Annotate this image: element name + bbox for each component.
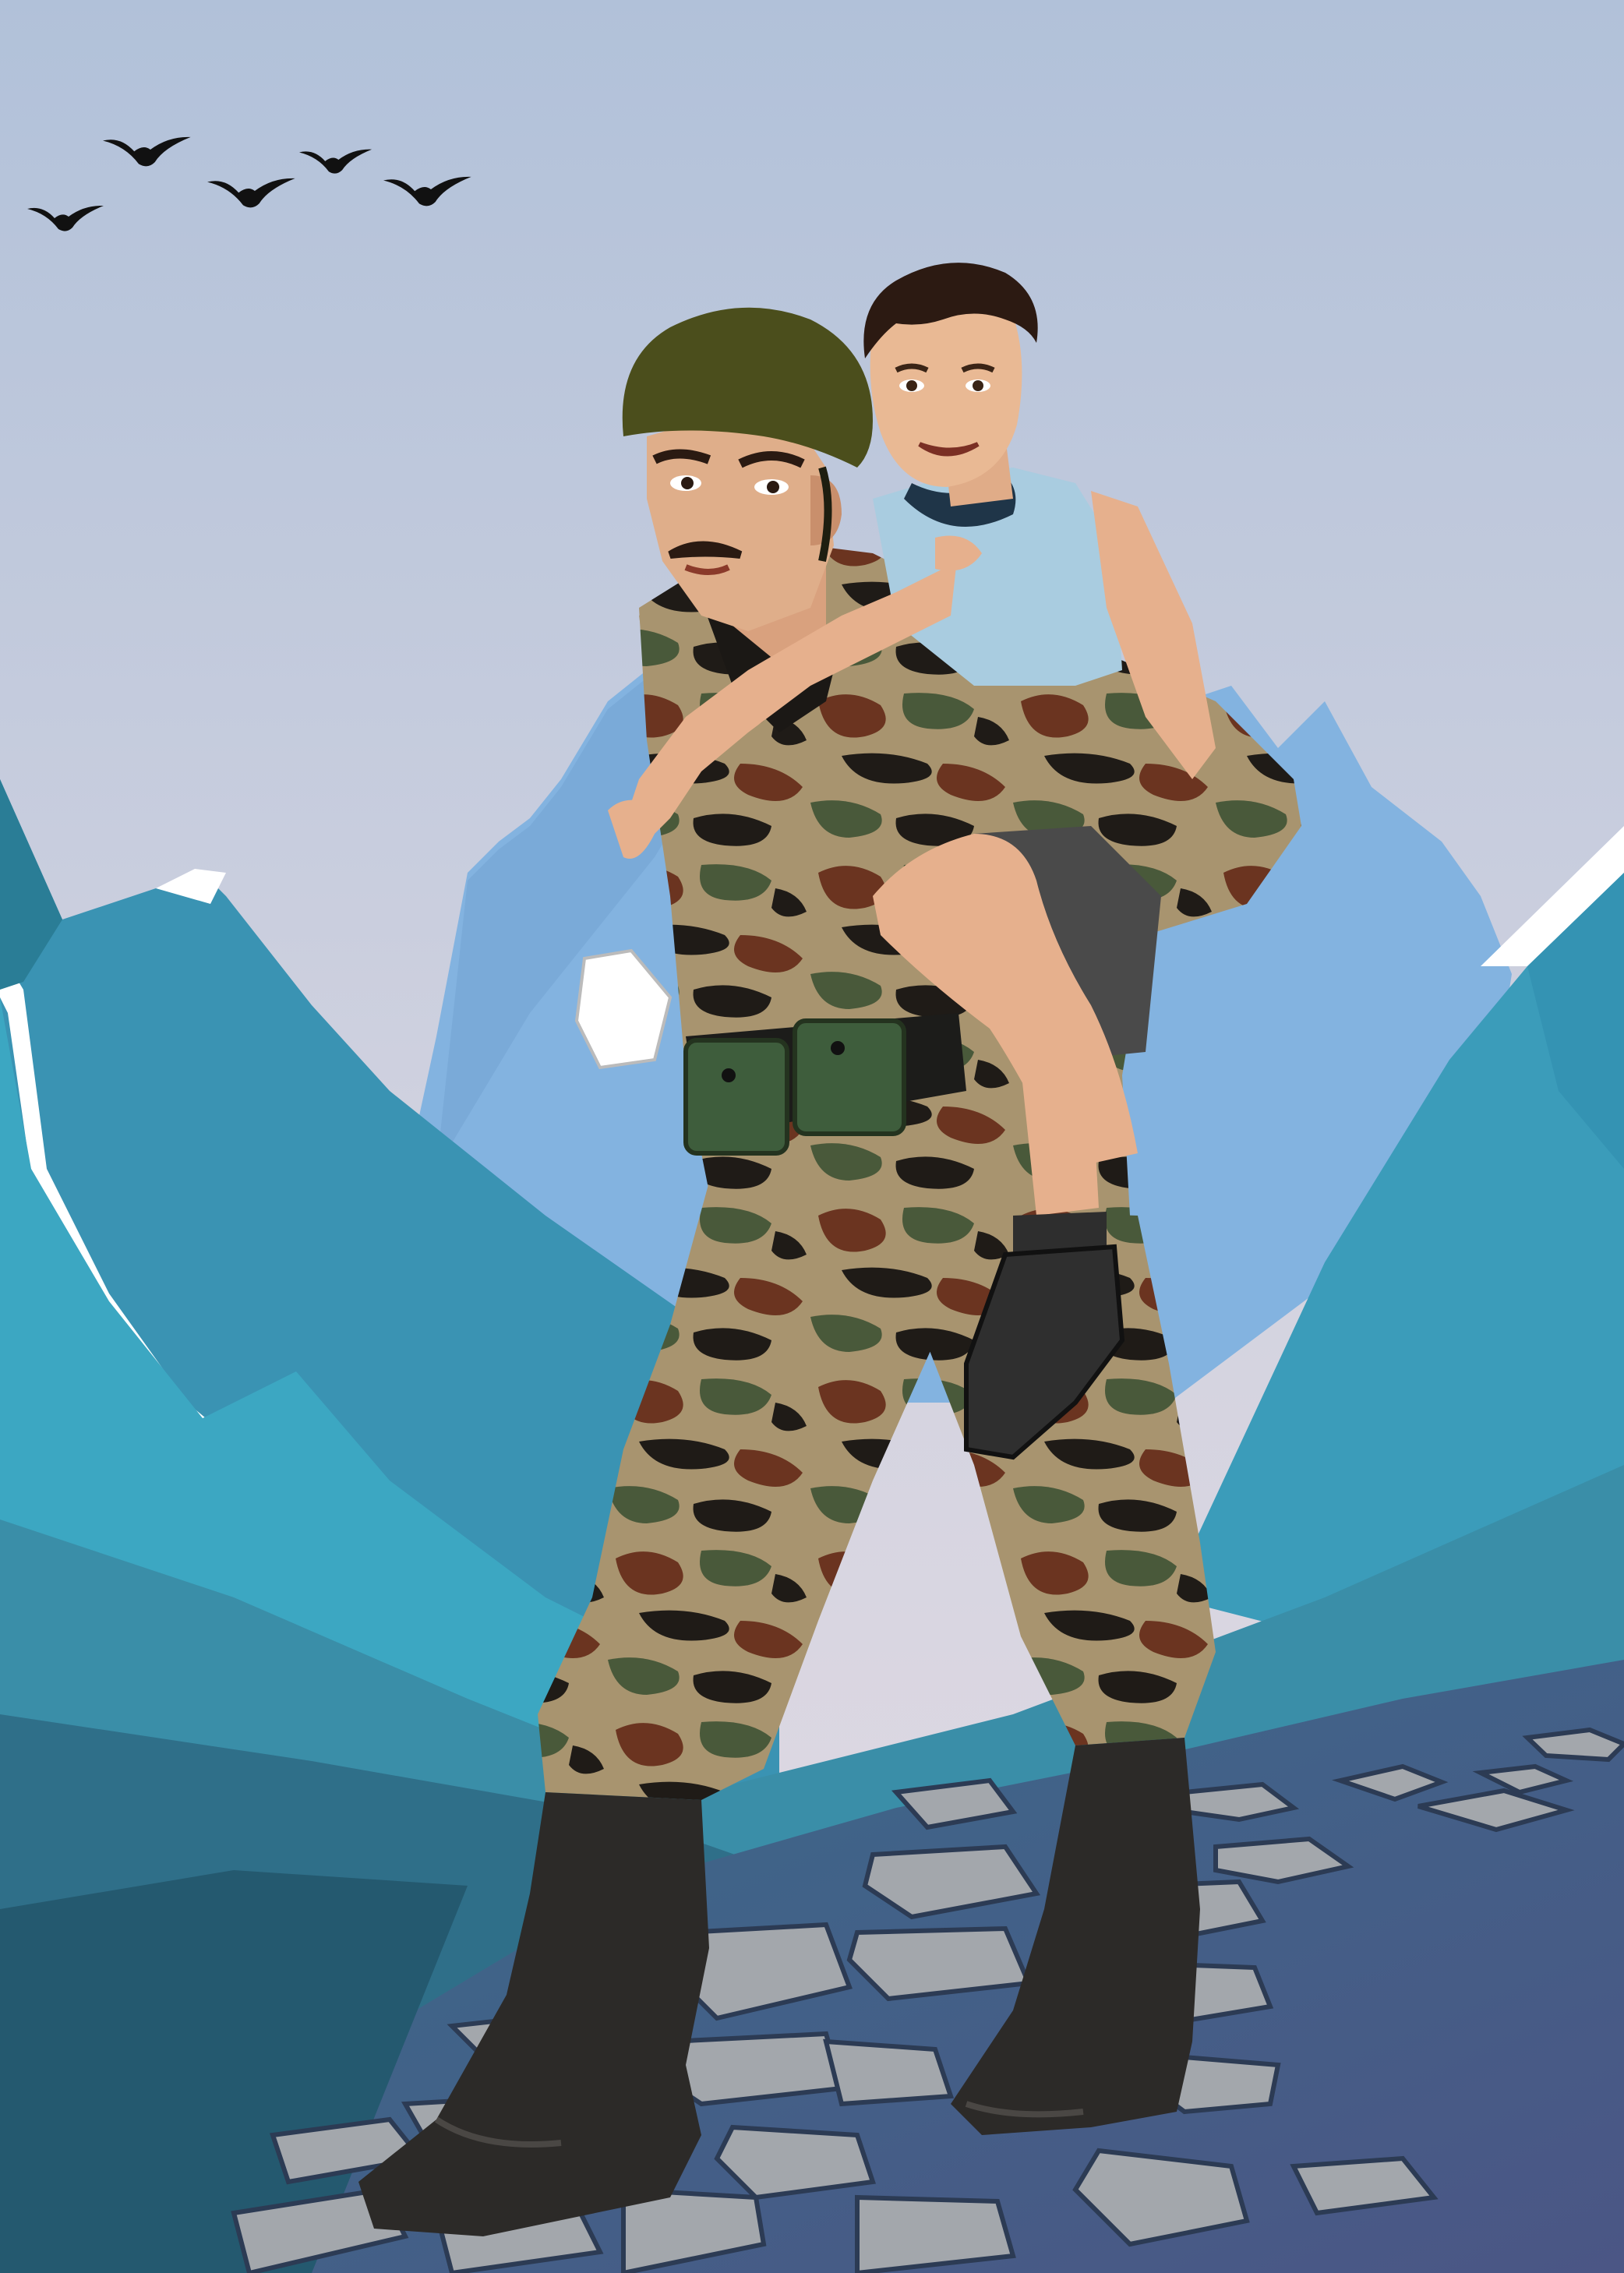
soldier-mustache [670,545,740,556]
